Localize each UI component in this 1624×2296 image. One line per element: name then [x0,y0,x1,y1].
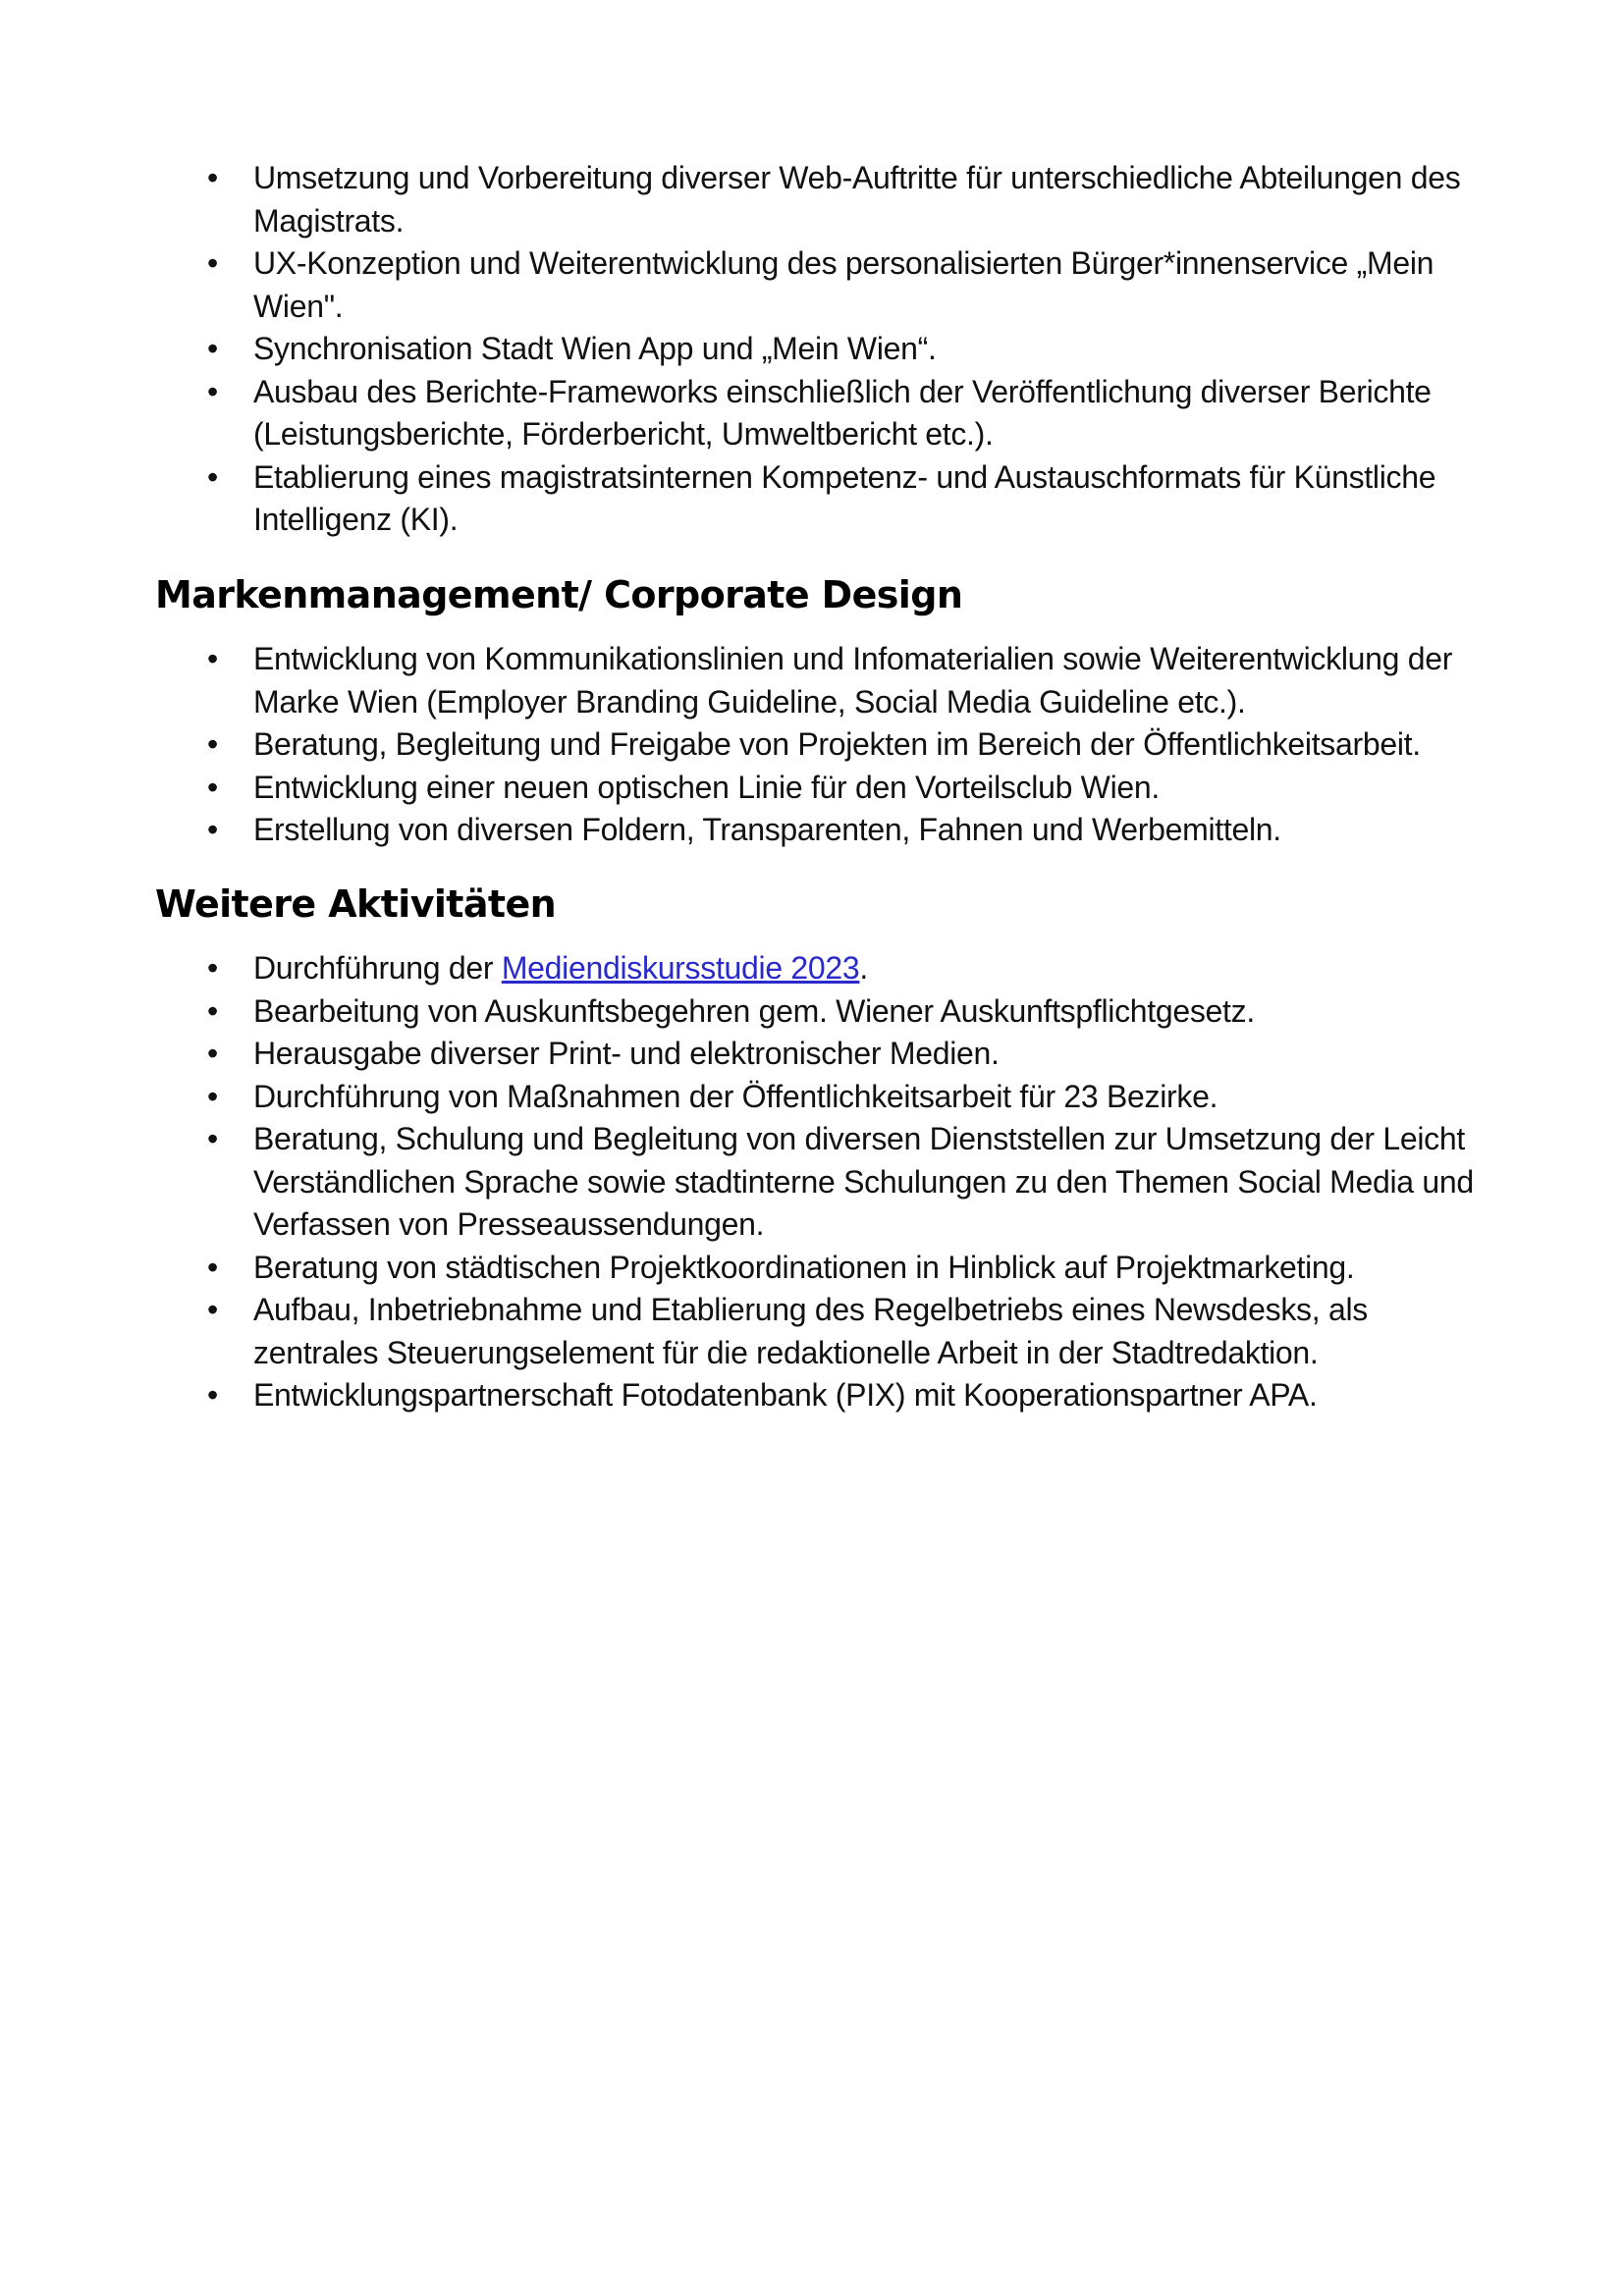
list-item [0,1374,1624,1417]
list-item-text: UX-Konzeption und Weiterentwicklung des personalisierten Bürger*innenservice „Mein Wien". [253,245,1435,324]
list-item-text: Herausgabe diverser Print- und elektronischer Medien. [253,1036,1000,1071]
list-item-text: Beratung von städtischen Projektkoordinationen in Hinblick auf Projektmarketing. [253,1249,1355,1285]
intro-list [0,157,1624,542]
list-item-text: Entwicklung einer neuen optischen Linie für den Vorteilsclub Wien. [253,769,1160,805]
bullet-icon: • [207,1377,218,1413]
bullet-icon: • [207,1249,218,1285]
list-item [0,767,1624,810]
bullet-icon: • [207,1036,218,1071]
bullet-icon: • [207,245,218,281]
list-item-text: Entwicklungspartnerschaft Fotodatenbank (PIX) mit Kooperationspartner APA. [253,1377,1318,1413]
list-item [0,638,1624,723]
bullet-icon: • [207,373,218,409]
list-item [0,1076,1624,1119]
mediendiskursstudie-link[interactable]: Mediendiskursstudie 2023 [501,950,860,986]
bullet-icon: • [207,160,218,195]
bullet-icon: • [207,1292,218,1327]
bullet-icon: • [207,1078,218,1114]
list-item-text: Entwicklung von Kommunikationslinien und Infomaterialien sowie Weiterentwicklung der Marke Wien (Employer Branding Guideline, Social Media Guideline etc.). [253,641,1453,720]
list-item [0,1289,1624,1374]
list-item-text: Ausbau des Berichte-Frameworks einschließlich der Veröffentlichung diverser Berichte (Leistungsberichte, Förderbericht, Umweltbericht etc.). [253,373,1432,452]
bullet-icon: • [207,331,218,366]
list-item [0,947,1624,990]
list-item [0,1118,1624,1247]
section-heading-weitere-aktivitaeten: Weitere Aktivitäten [155,882,557,926]
list-item-text: Bearbeitung von Auskunftsbegehren gem. Wiener Auskunftspflichtgesetz. [253,992,1255,1029]
list-item [0,157,1624,242]
list-item [0,328,1624,371]
list-item [0,990,1624,1034]
list-item-text: Umsetzung und Vorbereitung diverser Web-Auftritte für unterschiedliche Abteilungen des Magistrats. [253,160,1461,239]
bullet-icon: • [207,769,218,805]
list-item-text: Durchführung von Maßnahmen der Öffentlichkeitsarbeit für 23 Bezirke. [253,1078,1218,1114]
list-item-text: Beratung, Schulung und Begleitung von diversen Dienststellen zur Umsetzung der Leicht Verständlichen Sprache sowie stadtinterne Schulungen zu den Themen Social Media und Verfassen von Presseaussendungen. [253,1121,1474,1242]
list-item [0,456,1624,542]
section-heading-markenmanagement: Markenmanagement/ Corporate Design [155,573,963,616]
bullet-icon: • [207,726,218,762]
bullet-icon: • [207,641,218,676]
list-item-text: Etablierung eines magistratsinternen Kompetenz- und Austauschformats für Künstliche Intelligenz (KI). [253,458,1436,537]
list-item-suffix: . [859,950,869,986]
bullet-icon: • [207,1121,218,1156]
list-item [0,723,1624,767]
bullet-icon: • [207,812,218,847]
list-item-text: Aufbau, Inbetriebnahme und Etablierung des Regelbetriebs eines Newsdesks, als zentrales Steuerungselement für die redaktionelle Arbeit in der Stadtredaktion. [253,1292,1368,1370]
bullet-icon: • [207,458,218,495]
markenmanagement-list [0,638,1624,852]
list-item-text: Synchronisation Stadt Wien App und „Mein Wien“. [253,331,937,366]
list-item [0,1247,1624,1290]
list-item [0,809,1624,852]
list-item [0,1033,1624,1076]
list-item-text: Erstellung von diversen Foldern, Transparenten, Fahnen und Werbemitteln. [253,812,1281,847]
list-item-text: Beratung, Begleitung und Freigabe von Projekten im Bereich der Öffentlichkeitsarbeit. [253,726,1421,762]
list-item-prefix: Durchführung der [253,950,502,986]
bullet-icon: • [207,950,218,986]
list-item [0,371,1624,456]
bullet-icon: • [207,992,218,1029]
weitere-aktivitaeten-list [0,947,1624,1417]
list-item [0,242,1624,328]
